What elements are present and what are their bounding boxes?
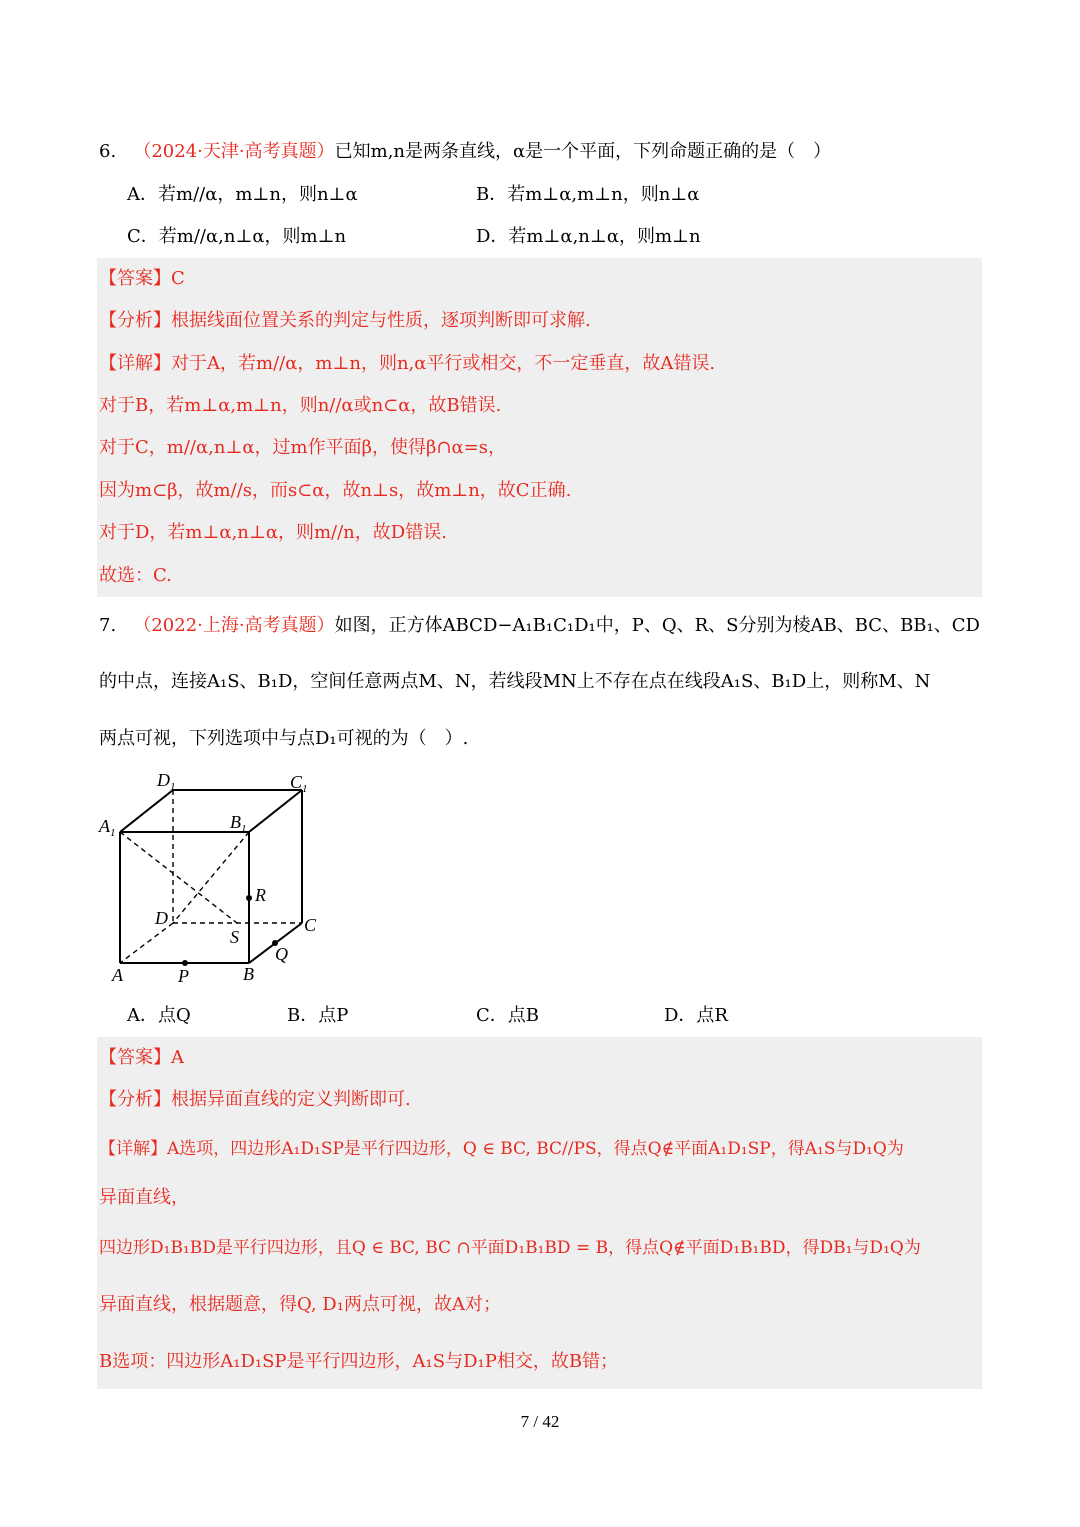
- q7-detail-4: 异面直线，根据题意，得Q, D₁两点可视，故A对；: [99, 1294, 501, 1315]
- q6-option-b: B．若m⊥α,m⊥n，则n⊥α: [476, 184, 700, 205]
- edge-d-a: [120, 923, 173, 963]
- q6-analysis: 【分析】根据线面位置关系的判定与性质，逐项判断即可求解.: [99, 310, 591, 331]
- label-c: C: [304, 915, 317, 935]
- label-a1: $A_1$: [99, 816, 116, 839]
- q6-detail-1: 【详解】对于A，若m//α，m⊥n，则n,α平行或相交，不一定垂直，故A错误.: [99, 353, 716, 374]
- q7-number: 7.: [99, 615, 117, 636]
- q7-source: （2022·上海·高考真题）: [133, 615, 335, 636]
- q7-option-d: D．点R: [664, 1005, 728, 1026]
- q6-stem-text: 已知m,n是两条直线，α是一个平面，下列命题正确的是（ ）: [334, 141, 832, 162]
- q7-option-a: A．点Q: [127, 1005, 191, 1026]
- q7-analysis: 【分析】根据异面直线的定义判断即可.: [99, 1089, 411, 1110]
- q6-detail-2: 对于B，若m⊥α,m⊥n，则n//α或n⊂α，故B错误.: [99, 395, 502, 416]
- q7-detail-3: 四边形D₁B₁BD是平行四边形，且Q ∈ BC, BC ∩平面D₁B₁BD = B，得点Q∉平面D₁B₁BD，得DB₁与D₁Q为: [99, 1238, 921, 1258]
- label-q: Q: [275, 944, 288, 964]
- q7-stem-line-2: 的中点，连接A₁S、B₁D，空间任意两点M、N，若线段MN上不存在点在线段A₁S、B₁D上，则称M、N: [99, 671, 931, 692]
- edge-c1-b1: [249, 790, 302, 832]
- point-r: [246, 895, 252, 901]
- page-number: 7 / 42: [520, 1412, 560, 1431]
- q6-option-a: A．若m//α，m⊥n，则n⊥α: [127, 184, 358, 205]
- segment-b1-d: [173, 832, 249, 923]
- q6-stem: [99, 140, 831, 164]
- q6-detail-6: 故选：C.: [99, 565, 172, 586]
- q6-answer: 【答案】C: [99, 268, 185, 289]
- q6-source: （2024·天津·高考真题）: [133, 141, 335, 162]
- label-b1: $B_1$: [230, 812, 247, 835]
- label-d: D: [155, 908, 168, 928]
- q7-detail-2: 异面直线，: [99, 1187, 189, 1208]
- q7-detail-5: B选项：四边形A₁D₁SP是平行四边形，A₁S与D₁P相交，故B错；: [99, 1351, 619, 1372]
- q6-detail-5: 对于D，若m⊥α,n⊥α，则m//n，故D错误.: [99, 522, 447, 543]
- q7-answer: 【答案】A: [99, 1047, 184, 1068]
- segment-a1-s: [120, 832, 237, 923]
- label-a: A: [112, 965, 123, 985]
- q6-detail-4: 因为m⊂β，故m//s，而s⊂α，故n⊥s，故m⊥n，故C正确.: [99, 480, 572, 501]
- label-b: B: [243, 964, 254, 984]
- q7-stem-line-3: 两点可视，下列选项中与点D₁可视的为（ ）.: [99, 728, 469, 749]
- q7-option-c: C．点B: [476, 1005, 539, 1026]
- label-d1: $D_1$: [157, 770, 176, 793]
- label-s: S: [230, 927, 239, 947]
- q6-number: 6.: [99, 141, 117, 162]
- label-r: R: [255, 885, 266, 905]
- q6-option-d: D．若m⊥α,n⊥α，则m⊥n: [476, 226, 701, 247]
- q6-detail-3: 对于C，m//α,n⊥α，过m作平面β，使得β∩α=s，: [99, 437, 506, 458]
- q7-detail-1: 【详解】A选项，四边形A₁D₁SP是平行四边形，Q ∈ BC, BC//PS，得点Q∉平面A₁D₁SP，得A₁S与D₁Q为: [99, 1139, 904, 1159]
- label-c1: $C_1$: [290, 772, 308, 795]
- q7-stem-text-1: 如图，正方体ABCD−A₁B₁C₁D₁中，P、Q、R、S分别为棱AB、BC、BB₁、CD: [334, 615, 980, 636]
- q6-option-c: C．若m//α,n⊥α，则m⊥n: [127, 226, 347, 247]
- label-p: P: [178, 966, 189, 986]
- cube-figure: [95, 768, 335, 988]
- edge-a1-d1: [120, 790, 173, 832]
- q7-option-b: B．点P: [287, 1005, 349, 1026]
- q7-stem-line-1: [99, 614, 980, 638]
